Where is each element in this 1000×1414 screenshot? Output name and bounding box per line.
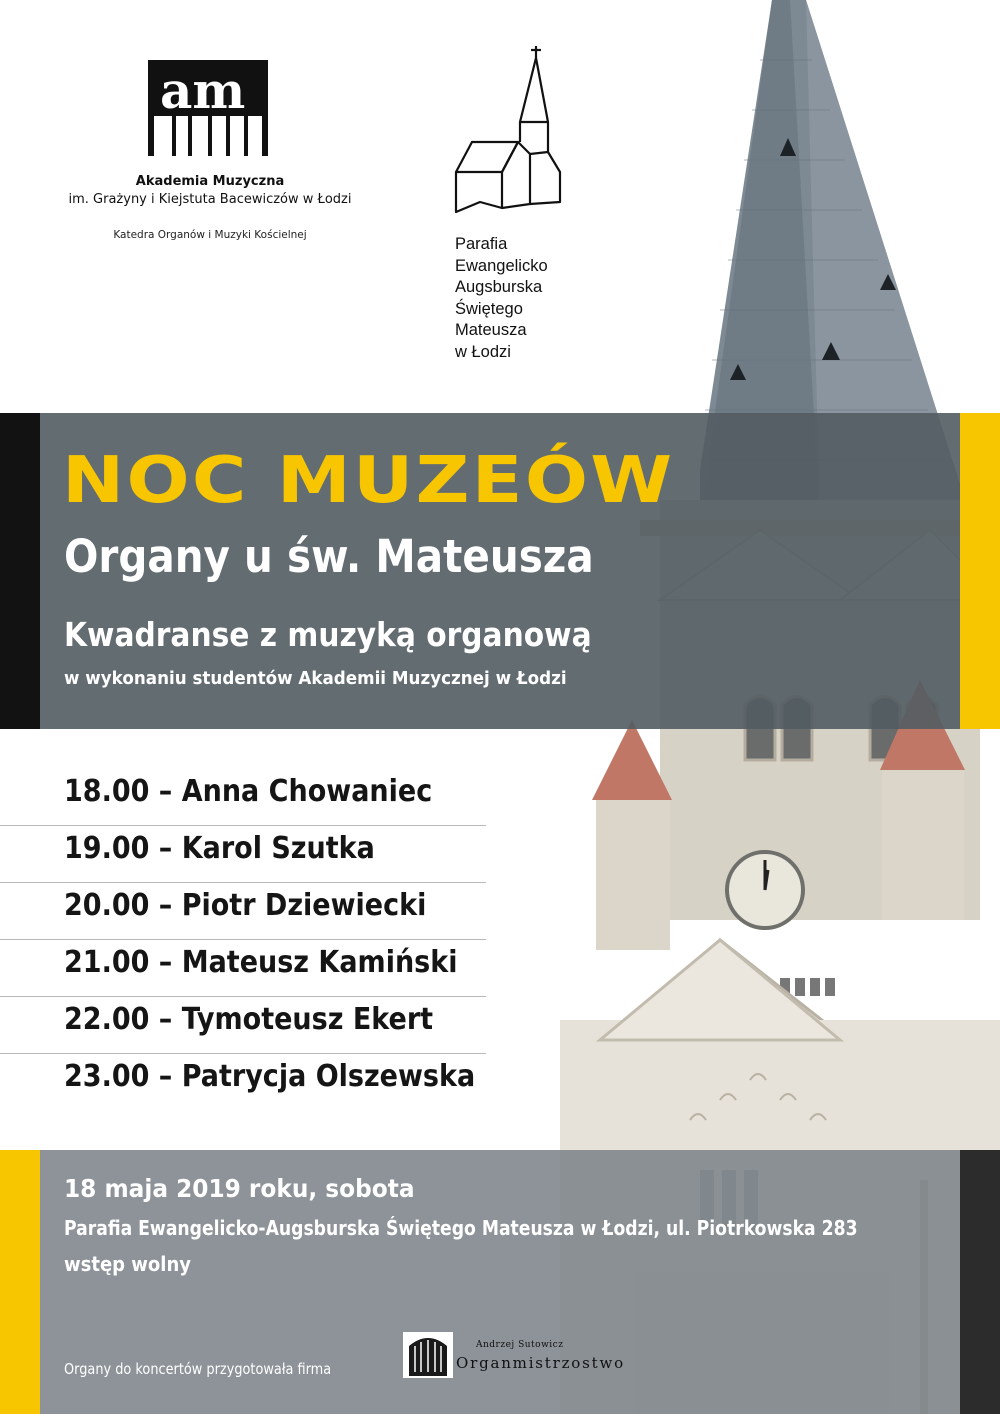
organ-maker-owner: Andrzej Sutowicz [476, 1340, 564, 1350]
event-description: Kwadranse z muzyką organową [64, 615, 592, 654]
schedule-item-text: 21.00 – Mateusz Kamiński [64, 945, 458, 980]
parish-name-line: w Łodzi [455, 342, 511, 361]
organ-credit: Organy do koncertów przygotowała firma [64, 1360, 332, 1378]
event-title: NOC MUZEÓW [62, 444, 675, 518]
parish-church-icon [450, 42, 570, 222]
academy-patron: im. Grażyny i Kiejstuta Bacewiczów w Łodzi [68, 192, 352, 207]
schedule-item-text: 22.00 – Tymoteusz Ekert [64, 1002, 434, 1037]
concert-schedule [0, 768, 490, 1110]
schedule-item [0, 1053, 490, 1110]
parish-name-line: Ewangelicko [455, 256, 548, 275]
event-venue: Parafia Ewangelicko-Augsburska Świętego Mateusza w Łodzi, ul. Piotrkowska 283 [64, 1216, 858, 1240]
event-performers-note: w wykonaniu studentów Akademii Muzycznej w Łodzi [64, 668, 567, 689]
schedule-item [0, 882, 490, 939]
footer-band-left-bar [0, 1150, 40, 1414]
schedule-item-text: 19.00 – Karol Szutka [64, 831, 375, 866]
title-band-right-bar [960, 413, 1000, 729]
schedule-item-text: 20.00 – Piotr Dziewiecki [64, 888, 427, 923]
schedule-item [0, 996, 490, 1053]
event-date: 18 maja 2019 roku, sobota [64, 1174, 415, 1203]
academy-name: Akademia Muzyczna [135, 174, 285, 189]
schedule-item [0, 768, 490, 825]
parish-name-line: Augsburska [455, 278, 543, 296]
event-subtitle: Organy u św. Mateusza [64, 530, 594, 583]
svg-text:am: am [160, 61, 246, 120]
entry-info: wstęp wolny [64, 1252, 192, 1276]
parish-name-line: Mateusza [455, 321, 527, 339]
academy-department: Katedra Organów i Muzyki Kościelnej [113, 229, 307, 241]
schedule-item [0, 939, 490, 996]
organ-pipes-icon [403, 1332, 453, 1378]
footer-band-right-bar [960, 1150, 1000, 1414]
academy-logo-icon [148, 60, 268, 156]
organ-maker-name: Organmistrzostwo [456, 1354, 625, 1372]
parish-name-line: Parafia [455, 235, 508, 253]
title-band-left-bar [0, 413, 40, 729]
parish-name [455, 234, 655, 363]
parish-name-line: Świętego [455, 299, 523, 318]
schedule-item-text: 18.00 – Anna Chowaniec [64, 774, 433, 809]
schedule-item-text: 23.00 – Patrycja Olszewska [64, 1059, 476, 1094]
schedule-item [0, 825, 490, 882]
